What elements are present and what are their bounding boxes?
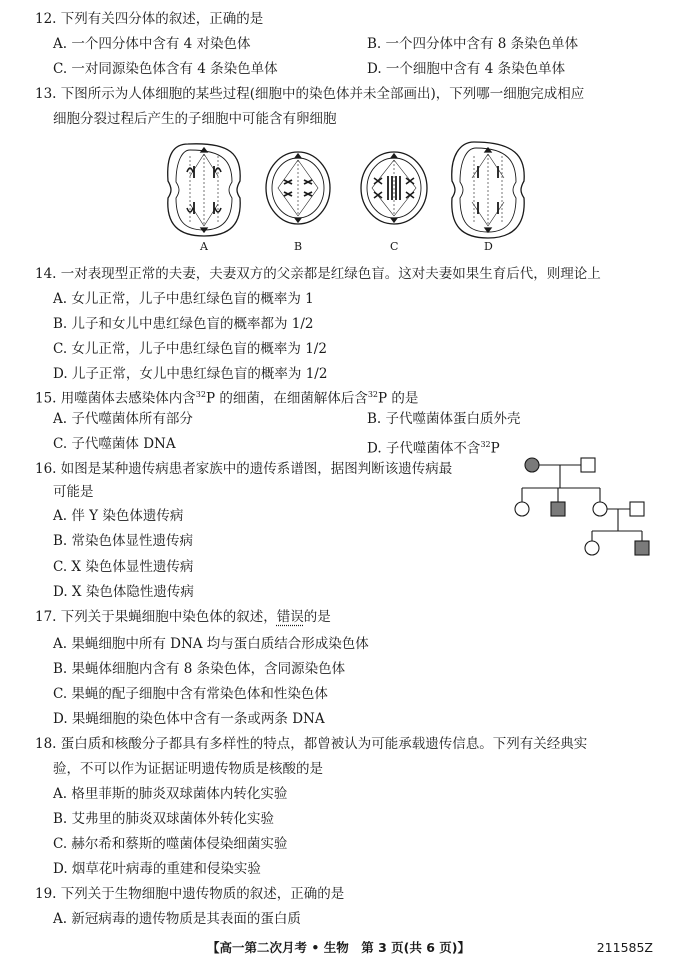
q13-stem-line2: 细胞分裂过程后产生的子细胞中可能含有卵细胞 — [53, 111, 337, 127]
pedigree-affected-female-i1 — [525, 458, 539, 472]
q14-option-a: A. 女儿正常，儿子中患红绿色盲的概率为 1 — [53, 291, 314, 307]
q16-stem-line2: 可能是 — [53, 484, 94, 500]
pedigree-normal-female-ii3 — [593, 502, 607, 516]
q15-stem: 15. 用噬菌体去感染体内含$^{32}$P 的细菌，在细菌解体后含$^{32}$P 的是 — [35, 390, 419, 407]
pedigree-chart — [510, 455, 665, 558]
cell-division-figure — [160, 136, 530, 254]
cell-d-label: D — [484, 240, 493, 253]
q15-option-c: C. 子代噬菌体 DNA — [53, 436, 176, 452]
cell-b-label: B — [294, 240, 303, 253]
cell-b — [266, 152, 330, 224]
cell-d — [452, 142, 524, 238]
q17-option-b: B. 果蝇体细胞内含有 8 条染色体，含同源染色体 — [53, 661, 346, 677]
q17-stem: 17. 下列关于果蝇细胞中染色体的叙述，错误的是 — [35, 609, 331, 625]
q16-option-b: B. 常染色体显性遗传病 — [53, 533, 194, 549]
pedigree-affected-male-ii2 — [551, 502, 565, 516]
q16-option-a: A. 伴 Y 染色体遗传病 — [53, 508, 184, 524]
q16-option-d: D. X 染色体隐性遗传病 — [53, 584, 194, 600]
q16-stem-line1: 16. 如图是某种遗传病患者家族中的遗传系谱图，据图判断该遗传病最 — [35, 461, 453, 477]
pedigree-affected-male-iii2 — [635, 541, 649, 555]
q18-stem-line2: 验，不可以作为证据证明遗传物质是核酸的是 — [53, 761, 323, 777]
q17-emphasis-wrong: 错误 — [276, 609, 304, 625]
q18-option-a: A. 格里菲斯的肺炎双球菌体内转化实验 — [53, 786, 288, 802]
q14-option-b: B. 儿子和女儿中患红绿色盲的概率都为 1/2 — [53, 316, 314, 332]
q12-option-b: B. 一个四分体中含有 8 条染色单体 — [367, 36, 579, 52]
q18-option-b: B. 艾弗里的肺炎双球菌体外转化实验 — [53, 811, 275, 827]
q14-option-c: C. 女儿正常，儿子中患红绿色盲的概率为 1/2 — [53, 341, 327, 357]
q15-option-a: A. 子代噬菌体所有部分 — [53, 411, 193, 427]
q16-option-c: C. X 染色体显性遗传病 — [53, 559, 194, 575]
q15-option-d: D. 子代噬菌体不含$^{32}$P — [367, 440, 500, 457]
pedigree-normal-male-ii4 — [630, 502, 644, 516]
q18-option-c: C. 赫尔希和蔡斯的噬菌体侵染细菌实验 — [53, 836, 288, 852]
q12-stem: 12. 下列有关四分体的叙述，正确的是 — [35, 11, 264, 27]
q14-option-d: D. 儿子正常，女儿中患红绿色盲的概率为 1/2 — [53, 366, 328, 382]
q19-option-a: A. 新冠病毒的遗传物质是其表面的蛋白质 — [53, 911, 301, 927]
q17-option-a: A. 果蝇细胞中所有 DNA 均与蛋白质结合形成染色体 — [53, 636, 369, 652]
pedigree-normal-male-i2 — [581, 458, 595, 472]
pedigree-normal-female-ii1 — [515, 502, 529, 516]
q19-stem: 19. 下列关于生物细胞中遗传物质的叙述，正确的是 — [35, 886, 345, 902]
q17-option-c: C. 果蝇的配子细胞中含有常染色体和性染色体 — [53, 686, 328, 702]
q17-option-d: D. 果蝇细胞的染色体中含有一条或两条 DNA — [53, 711, 325, 727]
cell-a-label: A — [200, 240, 208, 253]
q13-stem-line1: 13. 下图所示为人体细胞的某些过程(细胞中的染色体并未全部画出)，下列哪一细胞完成相应 — [35, 86, 585, 102]
q12-option-d: D. 一个细胞中含有 4 条染色单体 — [367, 61, 566, 77]
cell-c-label: C — [390, 240, 399, 253]
q12-option-c: C. 一对同源染色体含有 4 条染色单体 — [53, 61, 278, 77]
cell-c — [361, 152, 427, 224]
q18-option-d: D. 烟草花叶病毒的重建和侵染实验 — [53, 861, 261, 877]
q14-stem: 14. 一对表现型正常的夫妻，夫妻双方的父亲都是红绿色盲。这对夫妻如果生育后代，则理论上 — [35, 266, 601, 282]
q15-option-b: B. 子代噬菌体蛋白质外壳 — [367, 411, 521, 427]
q15-isotope-superscript: 32 — [195, 390, 206, 399]
footer-exam-info: 【高一第二次月考 • 生物 第 3 页(共 6 页)】 — [207, 940, 470, 955]
page-footer — [0, 936, 677, 960]
footer-code: 211585Z — [596, 940, 653, 955]
pedigree-normal-female-iii1 — [585, 541, 599, 555]
q12-option-a: A. 一个四分体中含有 4 对染色体 — [53, 36, 251, 52]
q18-stem-line1: 18. 蛋白质和核酸分子都具有多样性的特点，都曾被认为可能承载遗传信息。下列有关经典实 — [35, 736, 588, 752]
cell-a — [168, 144, 241, 236]
